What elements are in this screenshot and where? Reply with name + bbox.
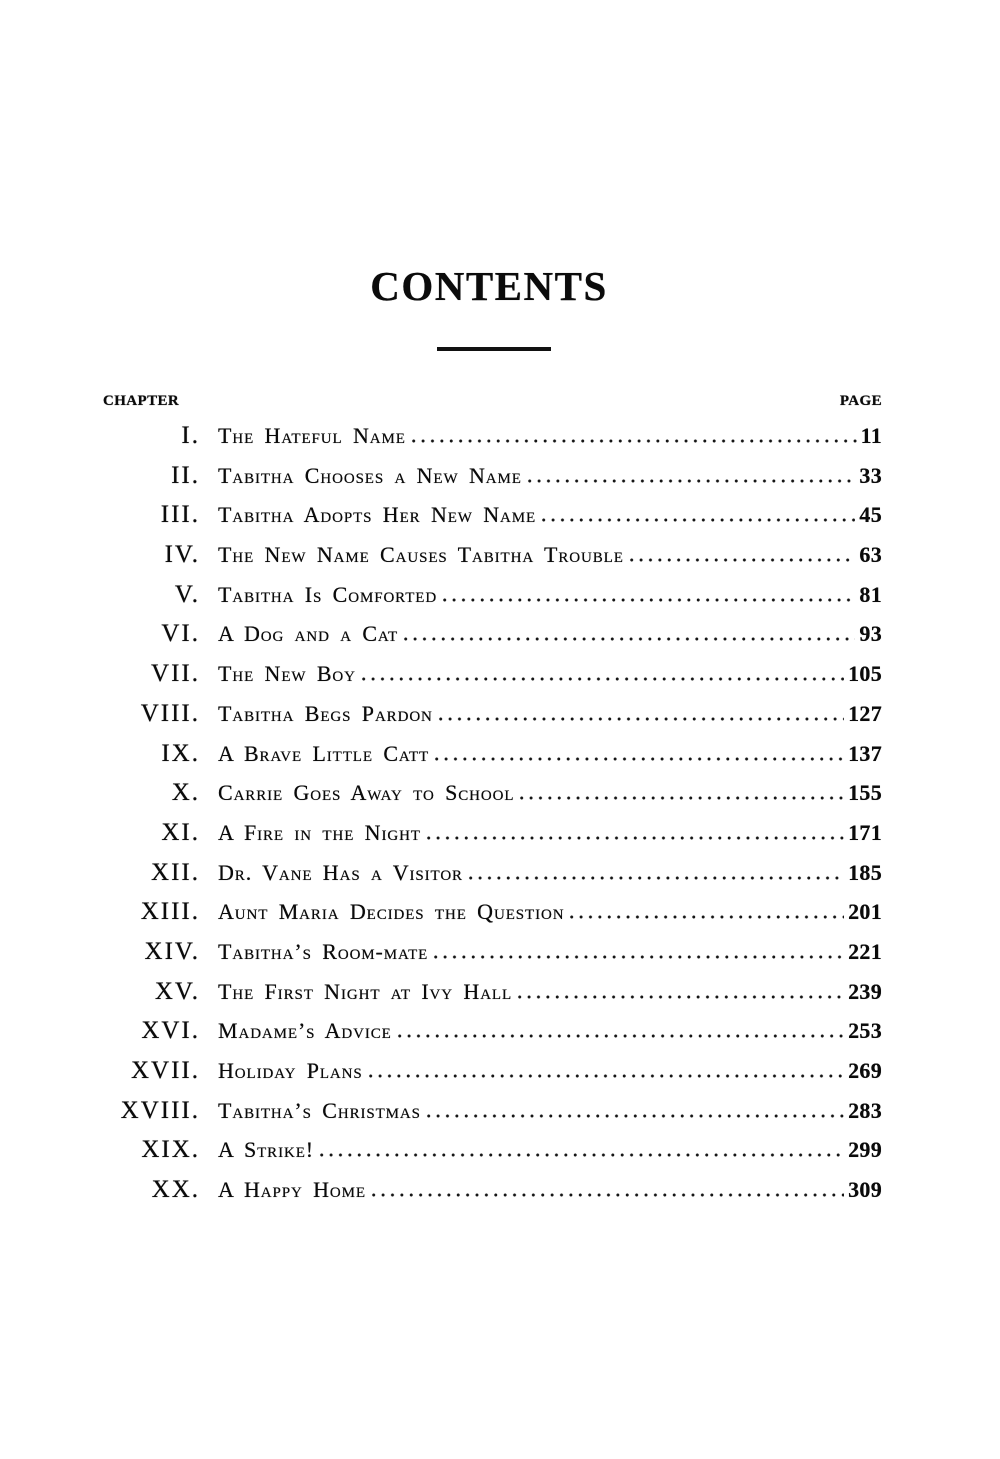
toc-entry xyxy=(100,813,882,853)
page-number: 185 xyxy=(848,859,882,885)
chapter-number: IV. xyxy=(164,541,200,569)
page-number: 127 xyxy=(848,700,882,726)
toc-entry xyxy=(100,1011,882,1051)
chapter-number: V. xyxy=(174,580,200,608)
chapter-number: XVII. xyxy=(130,1057,200,1084)
page-number: 309 xyxy=(848,1177,882,1203)
toc-entry xyxy=(100,575,882,615)
toc-entry xyxy=(100,694,882,734)
chapter-title: Tabitha Is Comforted xyxy=(218,581,438,607)
toc-entry xyxy=(100,1170,882,1210)
chapter-title: A Brave Little Catt xyxy=(218,740,430,766)
table-of-contents xyxy=(100,416,882,1210)
dot-leader xyxy=(424,836,844,840)
page-number: 299 xyxy=(848,1137,882,1163)
page-number: 45 xyxy=(859,502,882,528)
toc-entry xyxy=(100,1091,882,1131)
page-number: 33 xyxy=(859,462,882,488)
chapter-title: The New Boy xyxy=(218,661,356,687)
chapter-title: Tabitha Begs Pardon xyxy=(218,700,433,726)
dot-leader xyxy=(369,1193,844,1197)
chapter-number: X. xyxy=(171,779,200,807)
toc-entry xyxy=(100,1051,882,1091)
dot-leader xyxy=(395,1034,844,1038)
chapter-title: Dr. Vane Has a Visitor xyxy=(218,859,463,885)
chapter-number: XV. xyxy=(154,977,200,1005)
toc-entry xyxy=(100,932,882,972)
chapter-number: VIII. xyxy=(140,699,200,727)
chapter-title: A Fire in the Night xyxy=(218,819,421,845)
dot-leader xyxy=(317,1153,844,1157)
chapter-title: A Happy Home xyxy=(218,1177,366,1203)
dot-leader xyxy=(409,439,857,443)
toc-entry xyxy=(100,892,882,932)
dot-leader xyxy=(401,637,855,641)
chapter-title: Madame’s Advice xyxy=(218,1018,392,1044)
page-number: 239 xyxy=(848,978,882,1004)
page-number: 11 xyxy=(860,423,882,448)
chapter-title: Tabitha’s Christmas xyxy=(218,1097,421,1123)
chapter-title: Aunt Maria Decides the Question xyxy=(218,899,565,925)
chapter-title: Tabitha Adopts Her New Name xyxy=(218,502,537,528)
chapter-number: IX. xyxy=(161,739,200,767)
dot-leader xyxy=(539,518,855,522)
toc-entry xyxy=(100,416,882,456)
chapter-title: A Dog and a Cat xyxy=(218,621,399,647)
toc-entry xyxy=(100,734,882,774)
page-number: 93 xyxy=(859,621,882,647)
toc-entry xyxy=(100,456,882,496)
chapter-number: XVI. xyxy=(141,1017,200,1045)
chapter-title: Tabitha’s Room-mate xyxy=(218,938,429,964)
dot-leader xyxy=(515,995,844,999)
chapter-title: Holiday Plans xyxy=(218,1058,363,1083)
chapter-title: A Strike! xyxy=(218,1137,314,1163)
dot-leader xyxy=(466,876,844,880)
toc-entry xyxy=(100,495,882,535)
page-number: 155 xyxy=(848,780,882,806)
chapter-title: The New Name Causes Tabitha Trouble xyxy=(218,542,624,568)
page-number: 221 xyxy=(848,938,882,964)
page-number: 137 xyxy=(848,740,882,766)
page-number: 81 xyxy=(859,581,882,607)
page-title: CONTENTS xyxy=(370,263,608,309)
chapter-number: XX. xyxy=(151,1176,200,1204)
dot-leader xyxy=(432,757,844,761)
page-number: 201 xyxy=(848,899,882,925)
dot-leader xyxy=(366,1074,844,1078)
page-number: 283 xyxy=(848,1097,882,1123)
page-number: 269 xyxy=(848,1058,882,1083)
dot-leader xyxy=(517,796,844,800)
dot-leader xyxy=(525,479,856,483)
chapter-number: XIX. xyxy=(141,1136,200,1164)
dot-leader xyxy=(436,717,844,721)
chapter-column-label: CHAPTER xyxy=(103,393,180,409)
dot-leader xyxy=(431,955,844,959)
dot-leader xyxy=(424,1114,844,1118)
toc-entry xyxy=(100,853,882,893)
page-number: 105 xyxy=(848,661,882,687)
chapter-number: II. xyxy=(171,461,200,489)
dot-leader xyxy=(627,558,856,562)
chapter-number: XVIII. xyxy=(120,1096,200,1124)
chapter-number: XI. xyxy=(161,818,200,846)
chapter-number: XII. xyxy=(151,858,200,886)
toc-entry xyxy=(100,614,882,654)
chapter-number: VI. xyxy=(161,620,200,648)
toc-entry xyxy=(100,1130,882,1170)
toc-entry xyxy=(100,773,882,813)
toc-entry xyxy=(100,654,882,694)
chapter-title: Carrie Goes Away to School xyxy=(218,780,515,806)
title-rule xyxy=(437,347,551,351)
chapter-title: The Hateful Name xyxy=(218,423,406,448)
toc-entry xyxy=(100,535,882,575)
toc-header xyxy=(103,392,882,410)
page-column-label: PAGE xyxy=(839,393,882,409)
chapter-number: XIII. xyxy=(140,898,200,926)
dot-leader xyxy=(359,677,844,681)
page-number: 171 xyxy=(848,819,882,845)
toc-entry xyxy=(100,972,882,1012)
page-number: 253 xyxy=(848,1018,882,1044)
chapter-number: XIV. xyxy=(144,937,200,965)
chapter-title: Tabitha Chooses a New Name xyxy=(218,462,522,488)
chapter-title: The First Night at Ivy Hall xyxy=(218,978,513,1004)
dot-leader xyxy=(567,915,844,919)
chapter-number: I. xyxy=(181,422,200,449)
chapter-number: VII. xyxy=(151,660,200,688)
dot-leader xyxy=(440,598,855,602)
page-number: 63 xyxy=(859,542,882,568)
chapter-number: III. xyxy=(160,501,200,529)
